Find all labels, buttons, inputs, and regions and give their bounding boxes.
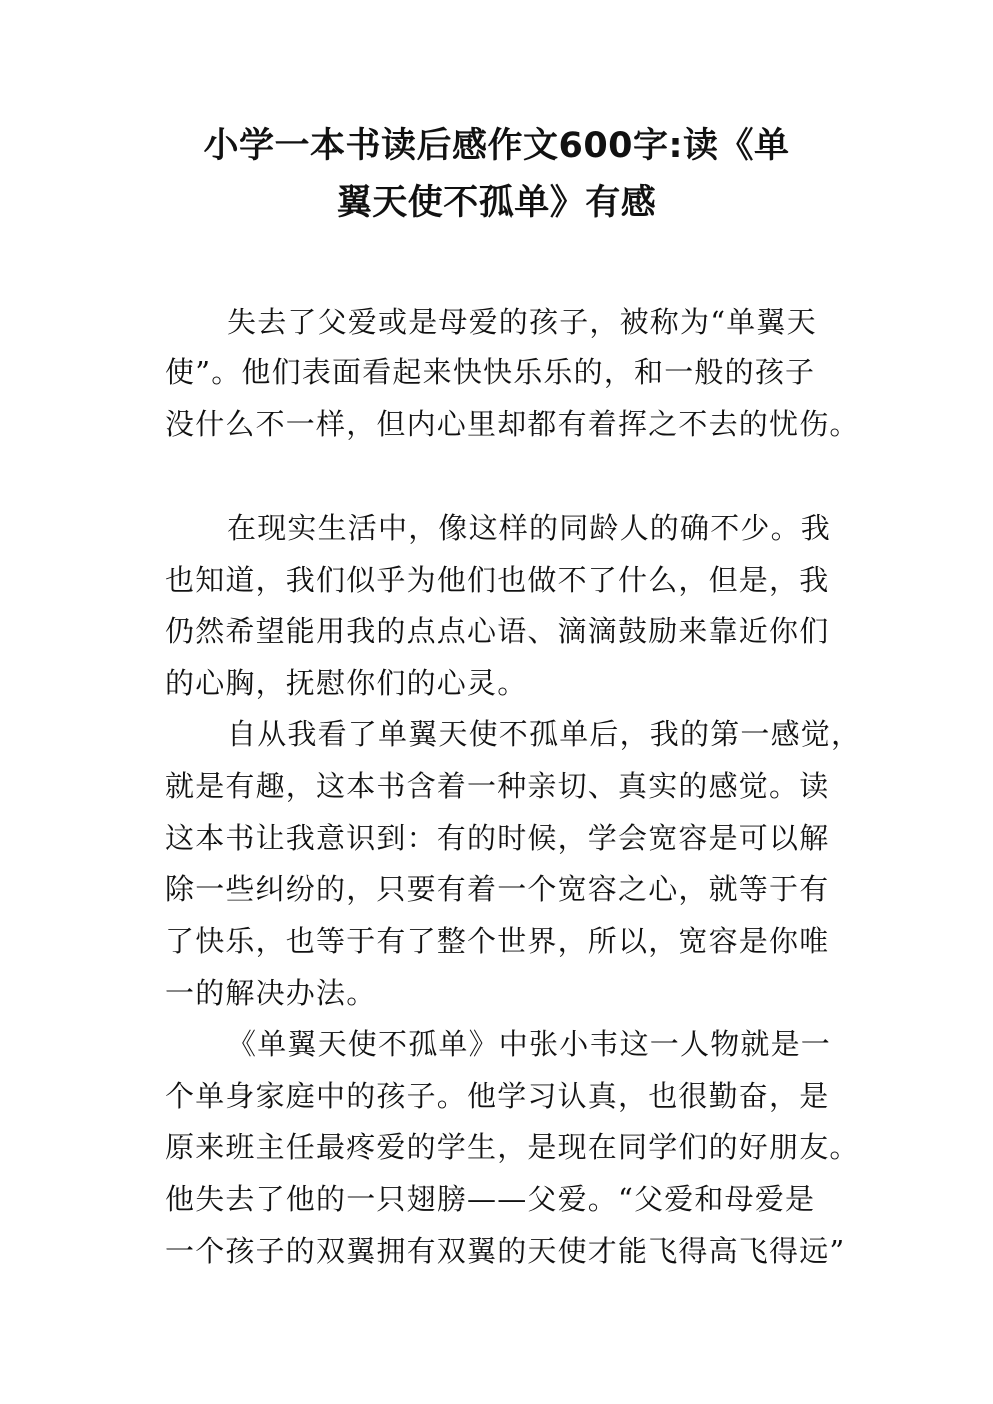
paragraph-line: 使”。他们表面看起来快快乐乐的，和一般的孩子 (165, 355, 816, 389)
paragraph-line: 失去了父爱或是母爱的孩子，被称为“单翼天 (227, 305, 817, 339)
paragraph-line: 在现实生活中，像这样的同龄人的确不少。我 (227, 511, 832, 545)
paragraph-line: 自从我看了单翼天使不孤单后，我的第一感觉， (227, 717, 862, 751)
title-line-1: 小学一本书读后感作文600字:读《单 (203, 126, 790, 166)
paragraph-line: 也知道，我们似乎为他们也做不了什么，但是，我 (165, 563, 830, 597)
paragraph-line: 就是有趣，这本书含着一种亲切、真实的感觉。读 (165, 769, 830, 803)
paragraph-line: 仍然希望能用我的点点心语、滴滴鼓励来靠近你们 (165, 614, 830, 648)
paragraph-line: 的心胸，抚慰你们的心灵。 (165, 666, 528, 700)
document-title (150, 118, 843, 232)
paragraph-line: 一个孩子的双翼拥有双翼的天使才能飞得高飞得远” (165, 1234, 846, 1268)
paragraph-line: 没什么不一样，但内心里却都有着挥之不去的忧伤。 (165, 407, 860, 441)
paragraph-line: 一的解决办法。 (165, 976, 377, 1010)
paragraph-line: 这本书让我意识到：有的时候，学会宽容是可以解 (165, 821, 830, 855)
title-line-2: 翼天使不孤单》有感 (336, 183, 657, 223)
paragraph-line: 了快乐，也等于有了整个世界，所以，宽容是你唯 (165, 924, 830, 958)
paragraph-line: 除一些纠纷的，只要有着一个宽容之心，就等于有 (165, 872, 830, 906)
paragraph-line: 个单身家庭中的孩子。他学习认真，也很勤奋，是 (165, 1079, 830, 1113)
paragraph-line: 《单翼天使不孤单》中张小韦这一人物就是一 (227, 1027, 832, 1061)
paragraph-line: 他失去了他的一只翅膀——父爱。“父爱和母爱是 (165, 1182, 816, 1216)
paragraph-line: 原来班主任最疼爱的学生，是现在同学们的好朋友。 (165, 1130, 860, 1164)
